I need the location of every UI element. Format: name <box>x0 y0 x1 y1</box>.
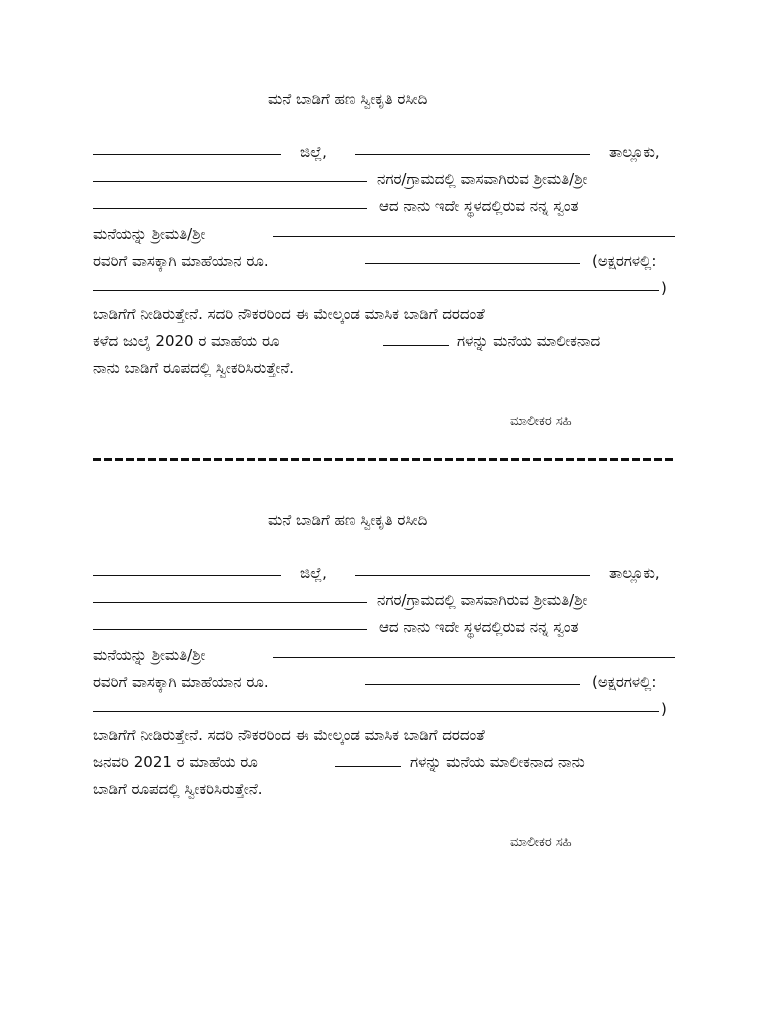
village-label: ನಗರ/ಗ್ರಾಮದಲ್ಲಿ ವಾಸವಾಗಿರುವ ಶ್ರೀಮತಿ/ಶ್ರೀ <box>377 170 588 188</box>
village-label: ನಗರ/ಗ್ರಾಮದಲ್ಲಿ ವಾಸವಾಗಿರುವ ಶ್ರೀಮತಿ/ಶ್ರೀ <box>377 591 588 609</box>
tenant-field-line <box>273 236 675 237</box>
month-amount-line <box>335 766 401 767</box>
body-line-2a: ಕಳೆದ ಜುಲೈ 2020 ರ ಮಾಹೆಯ ರೂ <box>93 332 280 350</box>
district-label: ಜಿಲ್ಲೆ, <box>300 564 327 582</box>
body-line-2a: ಜನವರಿ 2021 ರ ಮಾಹೆಯ ರೂ <box>93 753 258 771</box>
taluk-field-line <box>355 154 590 155</box>
rent-intro-text: ರವರಿಗೆ ವಾಸಕ್ಕಾಗಿ ಮಾಹೆಯಾನ ರೂ. <box>93 673 269 691</box>
owner-text: ಆದ ನಾನು ಇದೇ ಸ್ಥಳದಲ್ಲಿರುವ ನನ್ನ ಸ್ವಂತ <box>379 197 579 215</box>
taluk-field-line <box>355 575 590 576</box>
receipt-title: ಮನೆ ಬಾಡಿಗೆ ಹಣ ಸ್ವೀಕೃತಿ ರಸೀದಿ <box>268 511 428 529</box>
house-text: ಮನೆಯನ್ನು ಶ್ರೀಮತಿ/ಶ್ರೀ <box>93 646 206 664</box>
house-text: ಮನೆಯನ್ನು ಶ್ರೀಮತಿ/ಶ್ರೀ <box>93 225 206 243</box>
taluk-label: ತಾಲ್ಲೂಕು, <box>609 564 660 582</box>
rent-amount-line <box>365 263 580 264</box>
close-paren: ) <box>661 279 667 297</box>
body-line-2b: ಗಳನ್ನು ಮನೆಯ ಮಾಲೀಕನಾದ <box>457 332 601 350</box>
rent-intro-text: ರವರಿಗೆ ವಾಸಕ್ಕಾಗಿ ಮಾಹೆಯಾನ ರೂ. <box>93 252 269 270</box>
owner-signature: ಮಾಲೀಕರ ಸಹಿ <box>510 835 572 850</box>
district-field-line <box>93 575 281 576</box>
amount-in-words-line <box>93 711 659 712</box>
in-words-label: (ಅಕ್ಷರಗಳಲ್ಲಿ: <box>592 252 657 270</box>
village-field-line <box>93 602 367 603</box>
body-line-1: ಬಾಡಿಗೆಗೆ ನೀಡಿರುತ್ತೇನೆ. ಸದರಿ ನೌಕರರಿಂದ ಈ ಮೇಲ್ಕಂಡ ಮಾಸಿಕ ಬಾಡಿಗೆ ದರದಂತೆ <box>93 726 485 744</box>
owner-field-line <box>93 208 367 209</box>
amount-in-words-line <box>93 290 659 291</box>
body-line-1: ಬಾಡಿಗೆಗೆ ನೀಡಿರುತ್ತೇನೆ. ಸದರಿ ನೌಕರರಿಂದ ಈ ಮೇಲ್ಕಂಡ ಮಾಸಿಕ ಬಾಡಿಗೆ ದರದಂತೆ <box>93 305 485 323</box>
rent-amount-line <box>365 684 580 685</box>
receipt-title: ಮನೆ ಬಾಡಿಗೆ ಹಣ ಸ್ವೀಕೃತಿ ರಸೀದಿ <box>268 90 428 108</box>
body-line-3: ಬಾಡಿಗೆ ರೂಪದಲ್ಲಿ ಸ್ವೀಕರಿಸಿರುತ್ತೇನೆ. <box>93 780 263 798</box>
district-label: ಜಿಲ್ಲೆ, <box>300 143 327 161</box>
receipt-1 <box>0 0 768 440</box>
in-words-label: (ಅಕ್ಷರಗಳಲ್ಲಿ: <box>592 673 657 691</box>
village-field-line <box>93 181 367 182</box>
close-paren: ) <box>661 700 667 718</box>
district-field-line <box>93 154 281 155</box>
receipt-2 <box>0 421 768 861</box>
taluk-label: ತಾಲ್ಲೂಕು, <box>609 143 660 161</box>
body-line-2b: ಗಳನ್ನು ಮನೆಯ ಮಾಲೀಕನಾದ ನಾನು <box>410 753 585 771</box>
owner-signature: ಮಾಲೀಕರ ಸಹಿ <box>510 414 572 429</box>
owner-field-line <box>93 629 367 630</box>
tenant-field-line <box>273 657 675 658</box>
month-amount-line <box>383 345 449 346</box>
owner-text: ಆದ ನಾನು ಇದೇ ಸ್ಥಳದಲ್ಲಿರುವ ನನ್ನ ಸ್ವಂತ <box>379 618 579 636</box>
body-line-3: ನಾನು ಬಾಡಿಗೆ ರೂಪದಲ್ಲಿ ಸ್ವೀಕರಿಸಿರುತ್ತೇನೆ. <box>93 359 295 377</box>
